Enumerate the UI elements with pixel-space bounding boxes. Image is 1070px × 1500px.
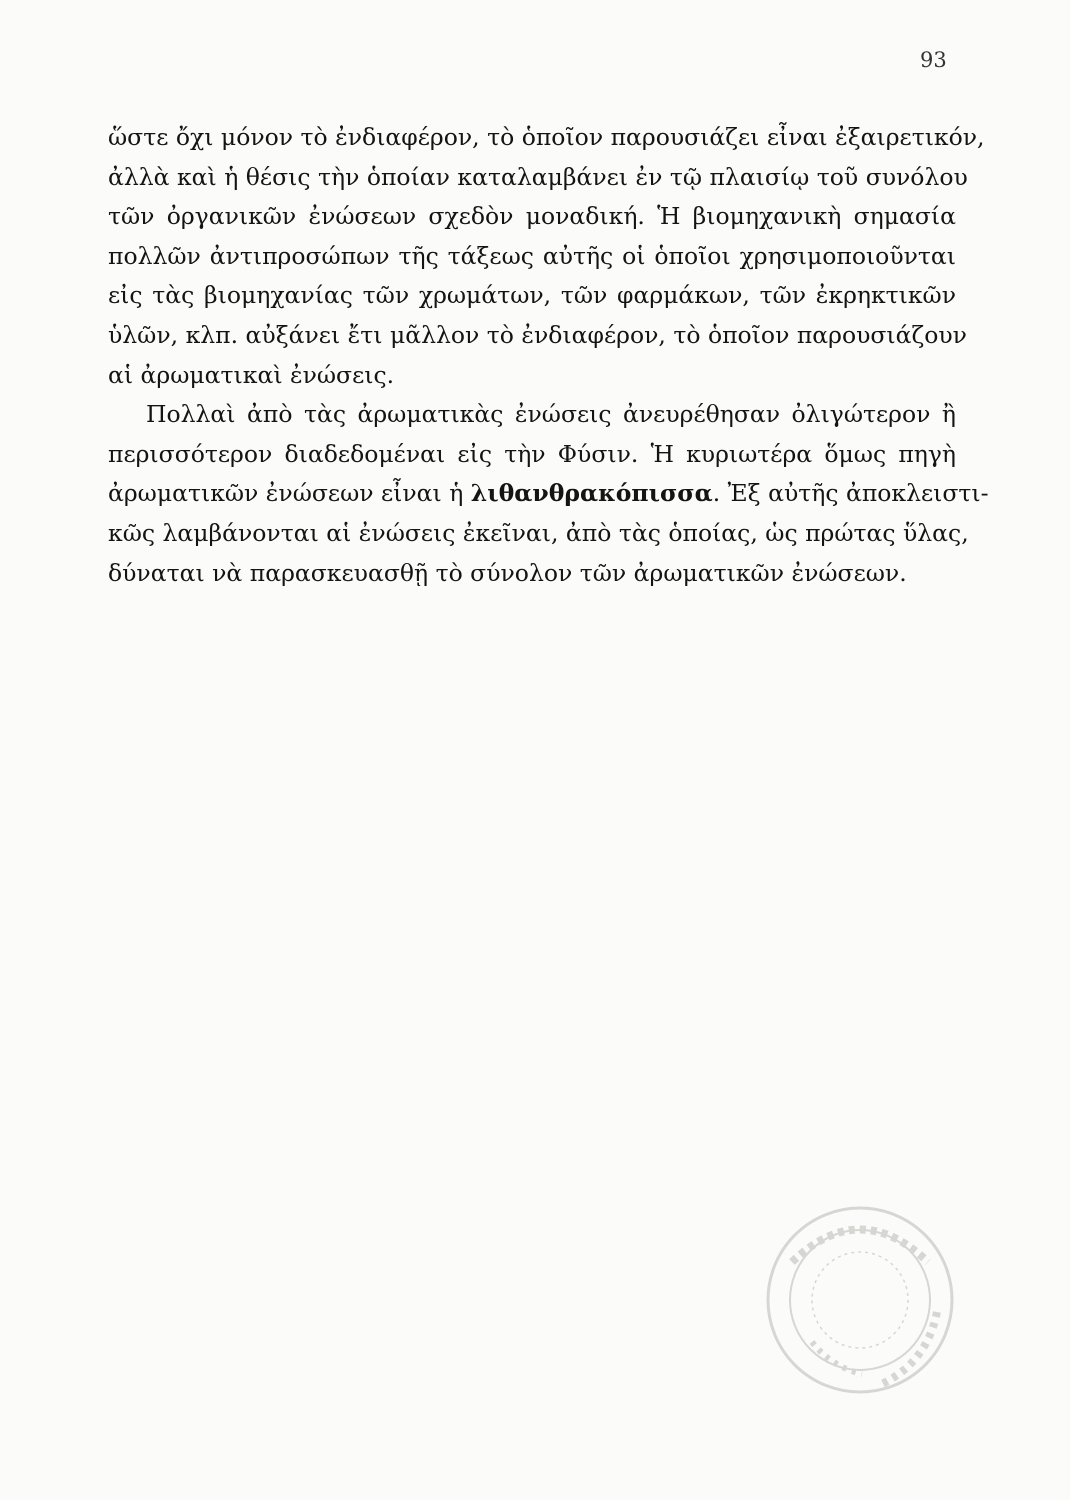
paragraph-2: [108, 395, 989, 593]
paragraph-2-line: περισσότερον διαδεδομέναι εἰς τὴν Φύσιν. Ἡ κυριωτέρα ὅμως πηγὴ: [108, 439, 956, 468]
paragraph-1-line: ὥστε ὄχι μόνον τὸ ἐνδιαφέρον, τὸ ὁποῖον παρουσιάζει εἶναι ἐξαιρετικόν,: [108, 123, 985, 151]
paragraph-2-line: δύναται νὰ παρασκευασθῇ τὸ σύνολον τῶν ἀρωματικῶν ἐνώσεων.: [108, 558, 907, 587]
bold-term-coal-tar: λιθανθρακόπισσα: [470, 479, 713, 508]
body-text: [108, 118, 989, 593]
paragraph-1-line: ἀλλὰ καὶ ἡ θέσις τὴν ὁποίαν καταλαμβάνει ἐν τῷ πλαισίῳ τοῦ συνόλου: [108, 162, 968, 191]
line-text: . Ἐξ αὐτῆς ἀποκλειστι-: [712, 479, 989, 508]
paragraph-1-line: αἱ ἀρωματικαὶ ἐνώσεις.: [108, 360, 395, 389]
paragraph-1-line: τῶν ὀργανικῶν ἐνώσεων σχεδὸν μοναδική. Ἡ βιομηχανικὴ σημασία: [108, 202, 956, 231]
paragraph-1-line: πολλῶν ἀντιπροσώπων τῆς τάξεως αὐτῆς οἱ ὁποῖοι χρησιμοποιοῦνται: [108, 241, 956, 270]
paragraph-2-line: Πολλαὶ ἀπὸ τὰς ἀρωματικὰς ἐνώσεις ἀνευρέθησαν ὀλιγώτερον ἢ: [146, 400, 956, 429]
paragraph-1-line: ὑλῶν, κλπ. αὐξάνει ἔτι μᾶλλον τὸ ἐνδιαφέρον, τὸ ὁποῖον παρουσιάζουν: [108, 320, 967, 349]
paragraph-1-line: εἰς τὰς βιομηχανίας τῶν χρωμάτων, τῶν φαρμάκων, τῶν ἐκρηκτικῶν: [108, 281, 956, 310]
library-stamp-icon: [752, 1192, 962, 1402]
paragraph-1: [108, 118, 985, 395]
line-text: ἀρωματικῶν ἐνώσεων εἶναι ἡ: [108, 479, 471, 508]
paragraph-2-line: κῶς λαμβάνονται αἱ ἐνώσεις ἐκεῖναι, ἀπὸ τὰς ὁποίας, ὡς πρώτας ὕλας,: [108, 518, 969, 547]
page-number: 93: [920, 48, 947, 72]
paragraph-2-line: [108, 474, 989, 514]
